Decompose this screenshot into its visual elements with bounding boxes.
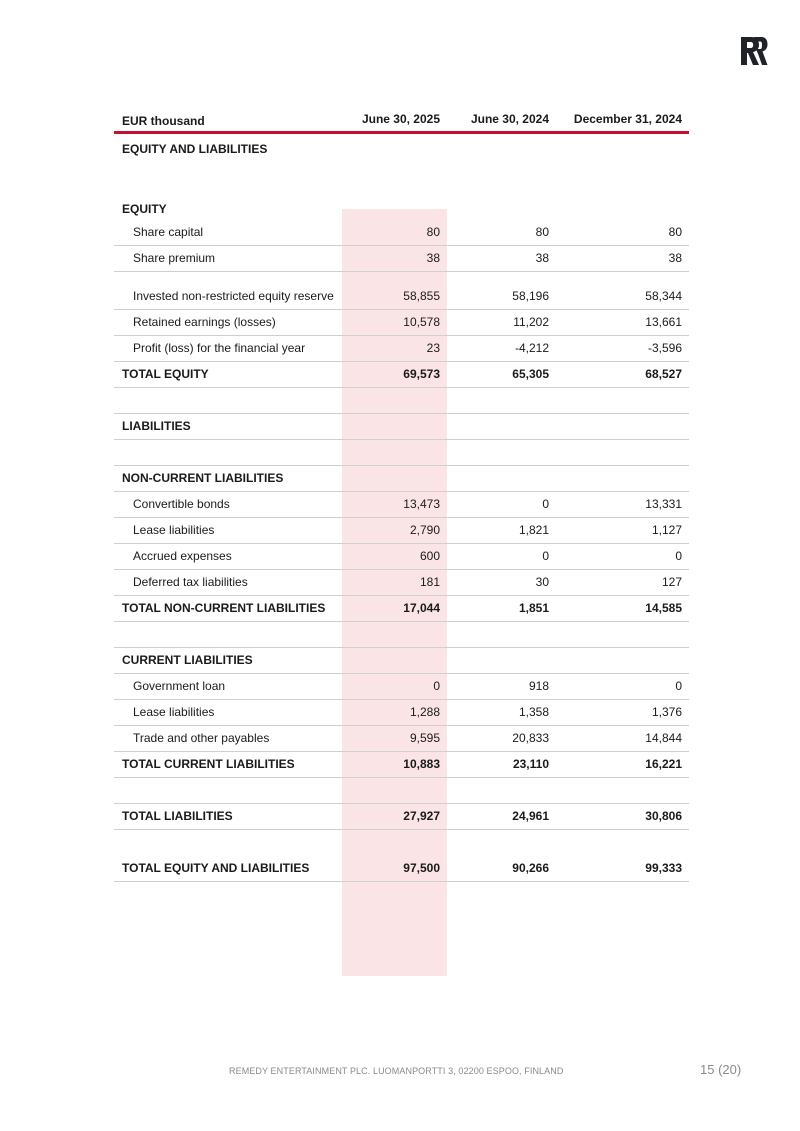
table-row: Trade and other payables 9,595 20,833 14,844 bbox=[114, 726, 689, 752]
total-row: TOTAL EQUITY AND LIABILITIES 97,500 90,266 99,333 bbox=[114, 856, 689, 882]
spacer bbox=[114, 778, 689, 804]
table-header bbox=[114, 110, 689, 134]
spacer bbox=[114, 388, 689, 414]
section-equity-and-liabilities: EQUITY AND LIABILITIES bbox=[122, 142, 268, 156]
header-col-2: June 30, 2024 bbox=[470, 112, 549, 126]
total-row: TOTAL EQUITY 69,573 65,305 68,527 bbox=[114, 362, 689, 388]
section-current-liabilities: CURRENT LIABILITIES bbox=[114, 648, 689, 674]
page-number: 15 (20) bbox=[700, 1062, 742, 1077]
table-row: Lease liabilities 1,288 1,358 1,376 bbox=[114, 700, 689, 726]
table-row: Deferred tax liabilities 181 30 127 bbox=[114, 570, 689, 596]
footer-address: REMEDY ENTERTAINMENT PLC. LUOMANPORTTI 3, 02200 ESPOO, FINLAND bbox=[229, 1066, 564, 1076]
table-row: Accrued expenses 600 0 0 bbox=[114, 544, 689, 570]
table-row: Government loan 0 918 0 bbox=[114, 674, 689, 700]
total-row: TOTAL LIABILITIES 27,927 24,961 30,806 bbox=[114, 804, 689, 830]
spacer bbox=[114, 440, 689, 466]
balance-sheet-table bbox=[114, 110, 689, 882]
section-non-current-liabilities: NON-CURRENT LIABILITIES bbox=[114, 466, 689, 492]
section-liabilities: LIABILITIES bbox=[114, 414, 689, 440]
table-row: Profit (loss) for the financial year 23 -4,212 -3,596 bbox=[114, 336, 689, 362]
spacer bbox=[114, 161, 689, 198]
table-row: Share premium 38 38 38 bbox=[114, 246, 689, 272]
remedy-logo-icon bbox=[740, 36, 768, 66]
table-row: Lease liabilities 2,790 1,821 1,127 bbox=[114, 518, 689, 544]
total-row: TOTAL NON-CURRENT LIABILITIES 17,044 1,851 14,585 bbox=[114, 596, 689, 622]
table-row: Share capital 80 80 80 bbox=[114, 220, 689, 246]
section-equity: EQUITY bbox=[122, 202, 167, 216]
total-row: TOTAL CURRENT LIABILITIES 10,883 23,110 16,221 bbox=[114, 752, 689, 778]
spacer bbox=[114, 830, 689, 856]
header-label: EUR thousand bbox=[122, 114, 205, 128]
header-col-3: December 31, 2024 bbox=[573, 112, 682, 126]
header-col-1: June 30, 2025 bbox=[361, 112, 440, 126]
spacer bbox=[114, 622, 689, 648]
table-row: Retained earnings (losses) 10,578 11,202 13,661 bbox=[114, 310, 689, 336]
table-row: Convertible bonds 13,473 0 13,331 bbox=[114, 492, 689, 518]
table-row: Invested non-restricted equity reserve 58,855 58,196 58,344 bbox=[114, 272, 689, 310]
